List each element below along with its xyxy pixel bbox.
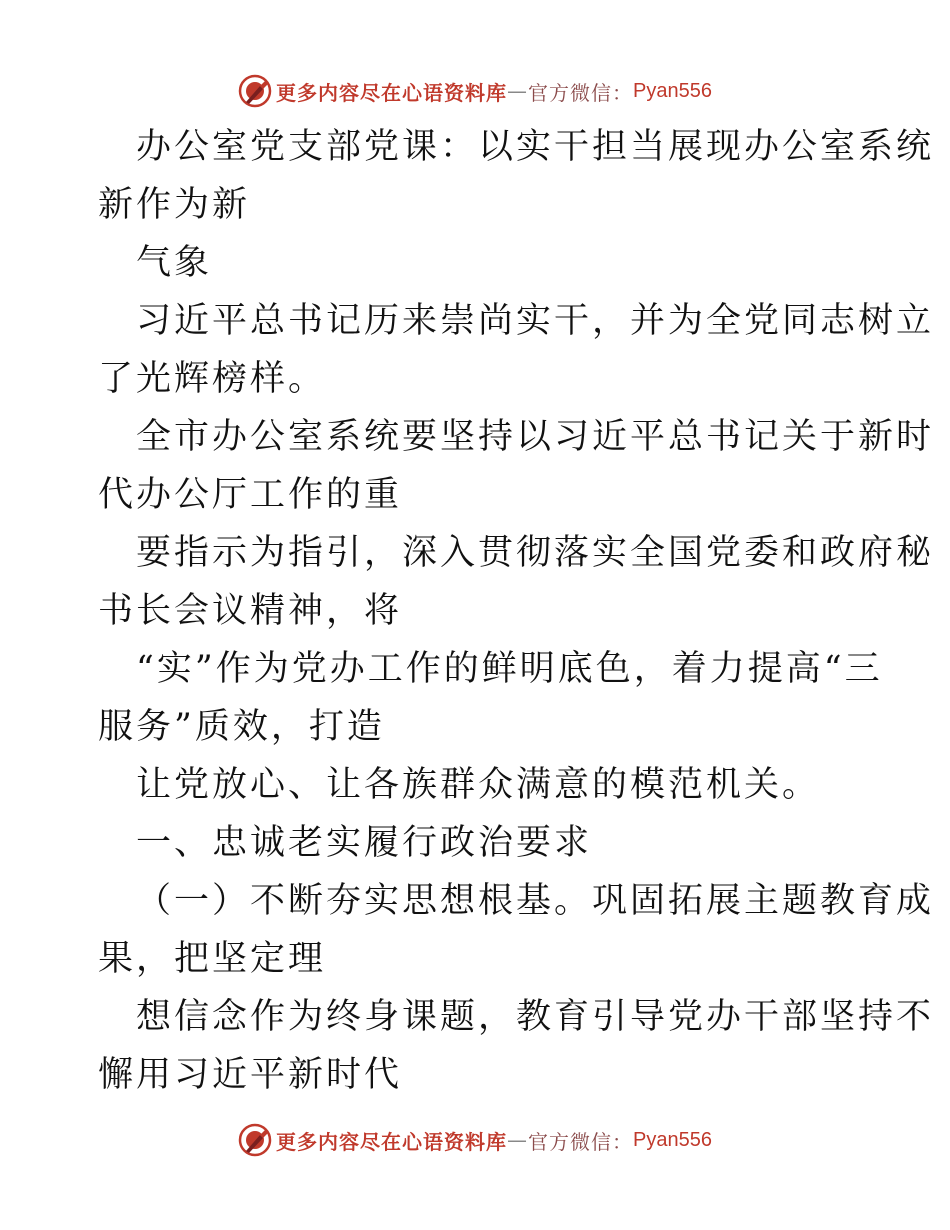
paragraph-line: 代办公厅工作的重 — [98, 475, 403, 515]
banner-wechat-id: Pyan556 — [633, 79, 712, 102]
paragraph-line: 了光辉榜样。 — [98, 359, 327, 399]
banner-wechat-label: 官方微信： — [528, 80, 634, 105]
paragraph-line: 要指示为指引，深入贯彻落实全国党委和政府秘 — [136, 533, 935, 573]
paragraph-line: 书长会议精神，将 — [98, 591, 403, 631]
title-line-1: 办公室党支部党课：以实干担当展现办公室系统 — [136, 127, 935, 167]
banner-wechat-id: Pyan556 — [633, 1128, 712, 1151]
pen-logo-icon — [238, 1123, 272, 1157]
paragraph-line: （一）不断夯实思想根基。巩固拓展主题教育成 — [136, 881, 935, 921]
paragraph-line: 全市办公室系统要坚持以习近平总书记关于新时 — [136, 417, 935, 457]
footer-watermark — [0, 1120, 950, 1160]
paragraph-line: “实”作为党办工作的鲜明底色，着力提高“三 — [136, 649, 883, 689]
pen-logo-icon — [238, 74, 272, 108]
paragraph-line: 习近平总书记历来崇尚实干，并为全党同志树立 — [136, 301, 935, 341]
paragraph-line: 让党放心、让各族群众满意的模范机关。 — [136, 765, 821, 805]
paragraph-line: 果，把坚定理 — [98, 939, 327, 979]
header-watermark — [0, 71, 950, 111]
banner-main-text: 更多内容尽在心语资料库 — [276, 1129, 508, 1154]
banner-dash: — — [507, 1128, 529, 1152]
banner-wechat-label: 官方微信： — [528, 1129, 634, 1154]
banner-main-text: 更多内容尽在心语资料库 — [276, 80, 508, 105]
banner-dash: — — [507, 79, 529, 103]
paragraph-line: 服务”质效，打造 — [98, 707, 385, 747]
paragraph-line: 想信念作为终身课题，教育引导党办干部坚持不 — [136, 997, 935, 1037]
title-line-2: 新作为新 — [98, 185, 251, 225]
section-heading: 一、忠诚老实履行政治要求 — [136, 823, 593, 863]
paragraph-line: 懈用习近平新时代 — [98, 1055, 403, 1095]
document-body — [98, 118, 935, 1104]
title-line-3: 气象 — [136, 243, 213, 283]
